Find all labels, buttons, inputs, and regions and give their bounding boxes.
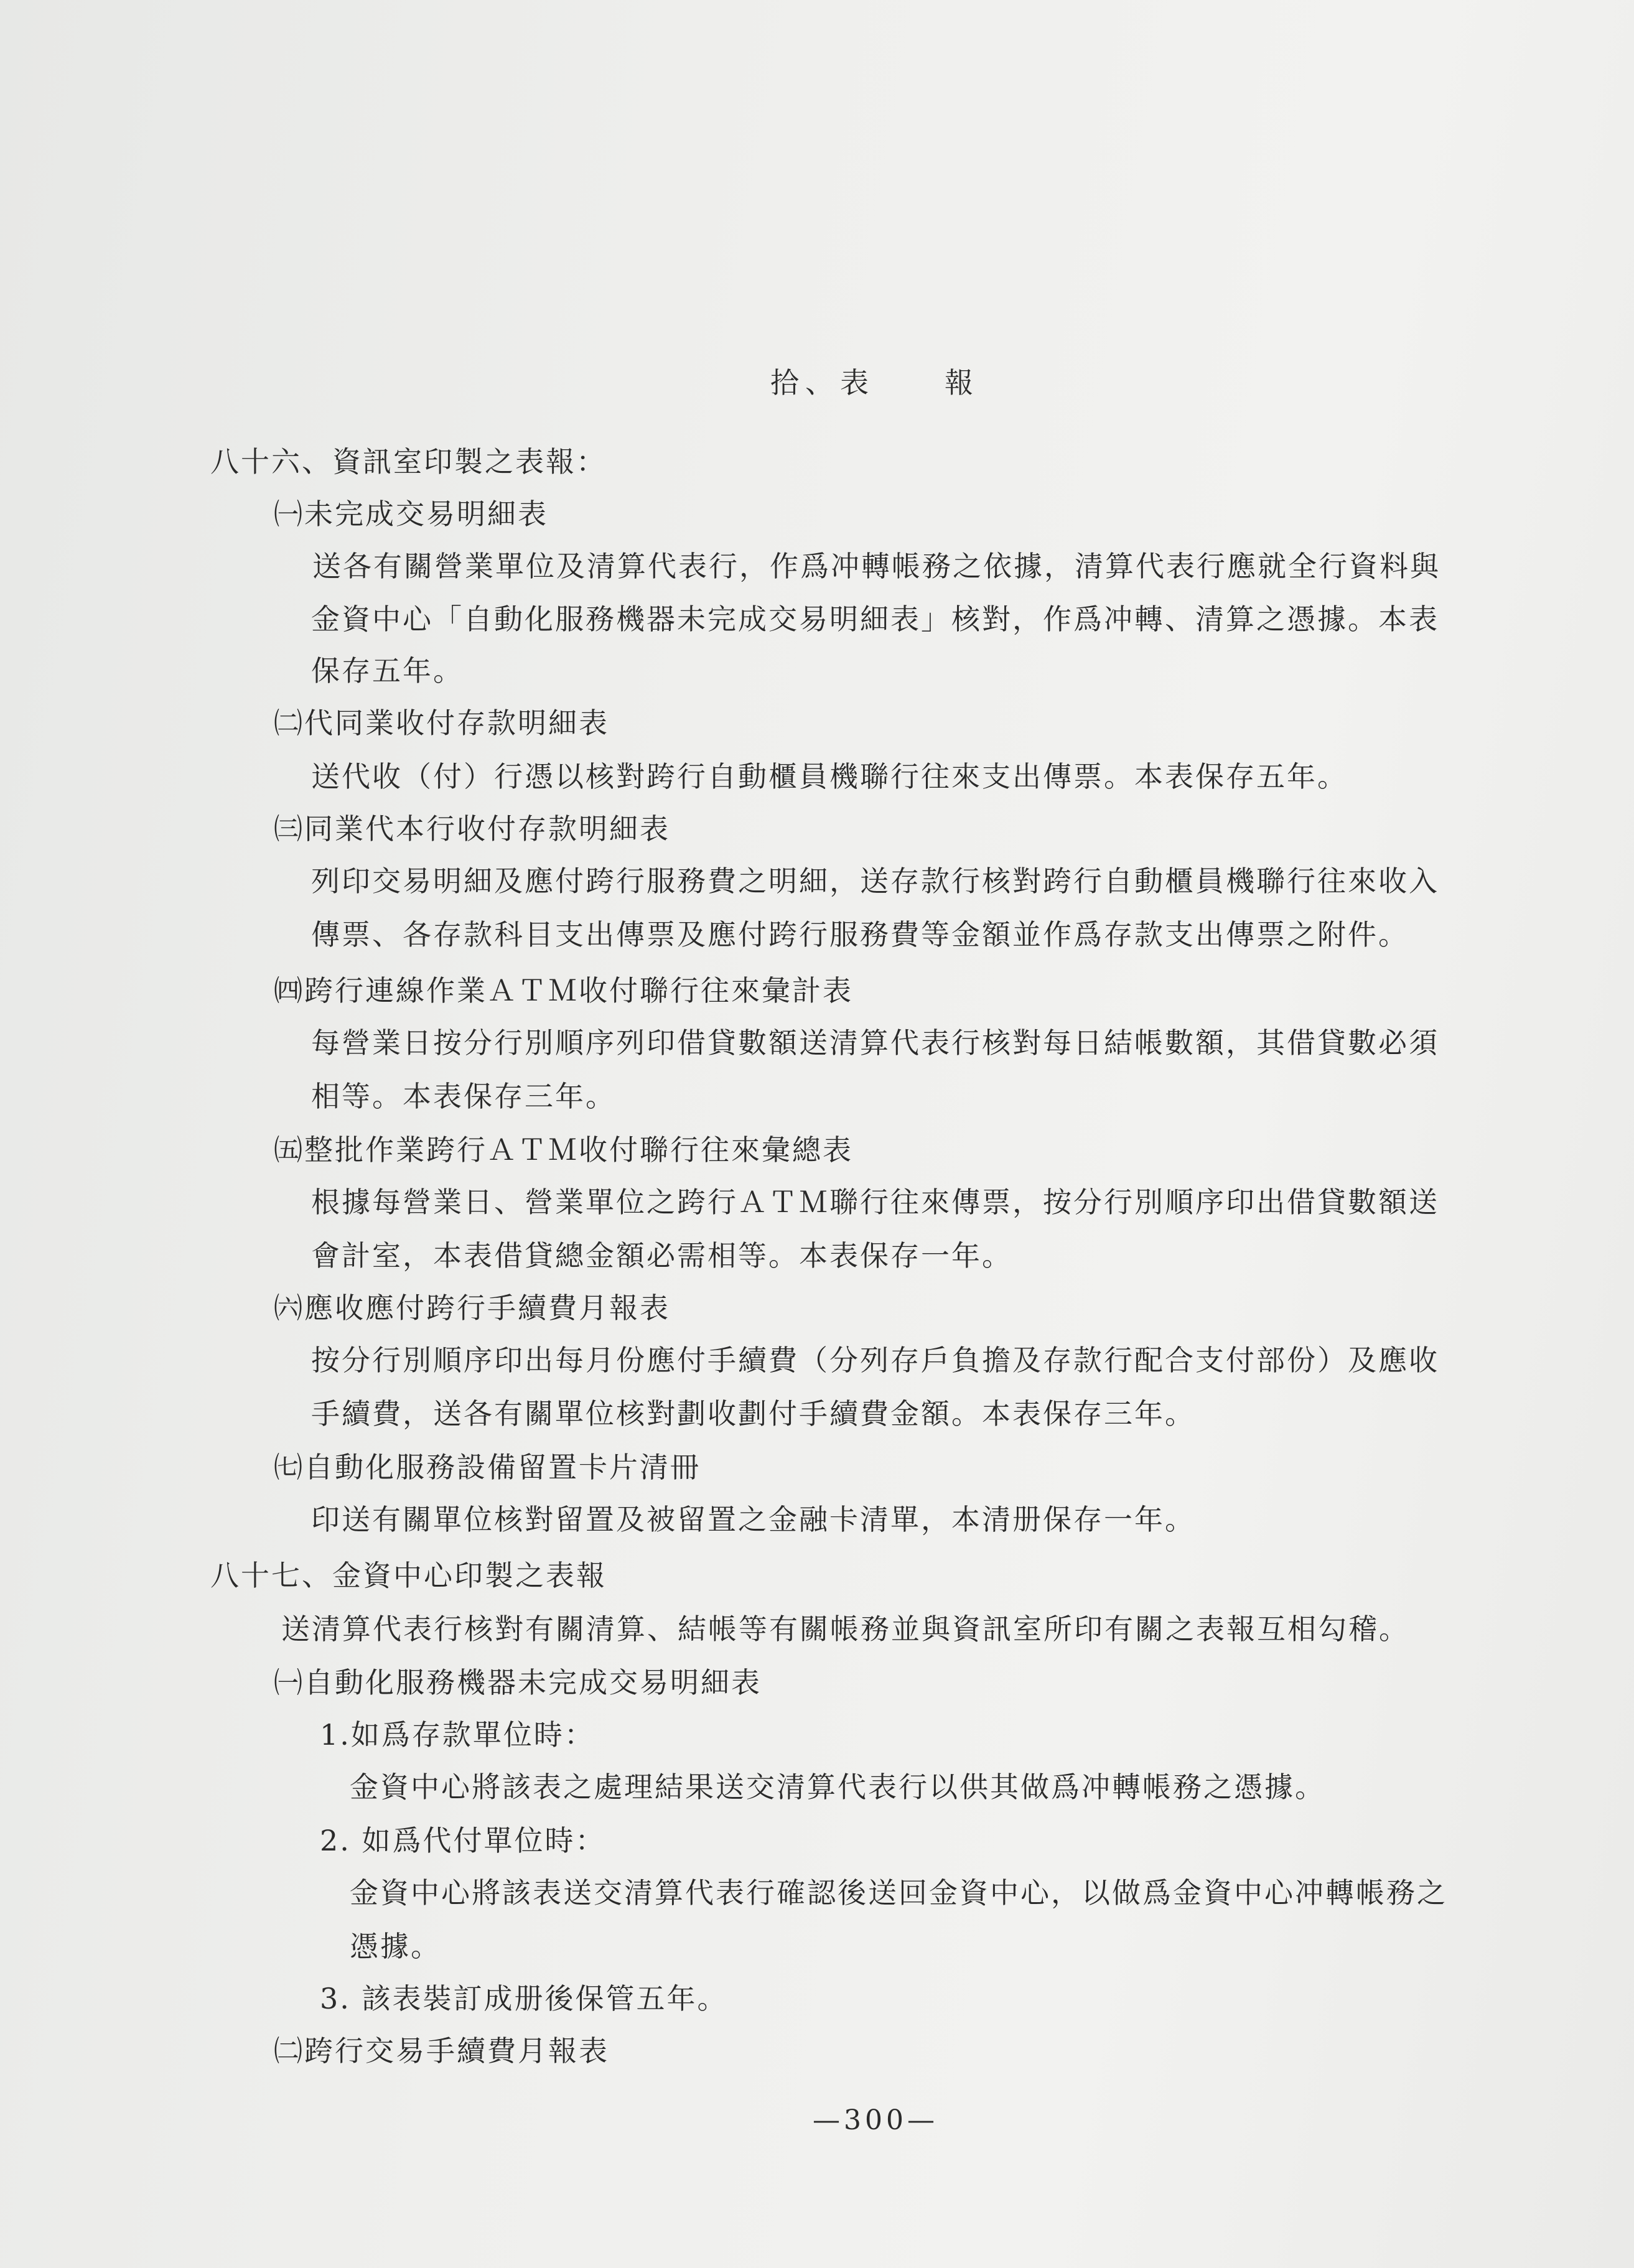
item-text: 送各有關營業單位及清算代表行，作爲冲轉帳務之依據，清算代表行應就全行資料與: [312, 549, 1440, 583]
item-label: ㈦自動化服務設備留置卡片清冊: [274, 1450, 701, 1484]
item-text: 每營業日按分行別順序列印借貸數額送清算代表行核對每日結帳數額，其借貸數必須: [311, 1026, 1439, 1060]
subitem-number: 1.如爲存款單位時：: [320, 1718, 595, 1752]
item-text: 金資中心「自動化服務機器未完成交易明細表」核對，作爲冲轉、清算之憑據。本表: [311, 602, 1439, 636]
item-text: 按分行別順序印出每月份應付手續費（分列存戶負擔及存款行配合支付部份）及應收: [311, 1343, 1439, 1377]
item-text: 傳票、各存款科目支出傳票及應付跨行服務費等金額並作爲存款支出傳票之附件。: [311, 918, 1409, 951]
subitem-text: 憑據。: [350, 1930, 441, 1963]
page-number: —300—: [813, 2104, 938, 2136]
item-label: ㈡跨行交易手續費月報表: [274, 2034, 609, 2068]
subitem-number: 3. 該表裝訂成册後保管五年。: [320, 1982, 728, 2015]
item-label: ㈠未完成交易明細表: [274, 497, 548, 531]
item-text: 相等。本表保存三年。: [311, 1080, 616, 1113]
subitem-number: 2. 如爲代付單位時：: [320, 1824, 606, 1857]
item-label: ㈡代同業收付存款明細表: [274, 706, 609, 740]
subitem-text: 金資中心將該表送交清算代表行確認後送回金資中心，以做爲金資中心冲轉帳務之: [350, 1876, 1447, 1910]
item-text: 送代收（付）行憑以核對跨行自動櫃員機聯行往來支出傳票。本表保存五年。: [311, 760, 1348, 793]
item-text: 根據每營業日、營業單位之跨行ＡＴＭ聯行往來傳票，按分行別順序印出借貸數額送: [311, 1185, 1439, 1219]
section-heading-87: 八十七、金資中心印製之表報: [210, 1559, 607, 1592]
item-text: 手續費，送各有關單位核對劃收劃付手續費金額。本表保存三年。: [311, 1397, 1195, 1430]
section-intro: 送清算代表行核對有關清算、結帳等有關帳務並與資訊室所印有關之表報互相勾稽。: [281, 1612, 1409, 1646]
page-title: 拾、表 報: [770, 366, 979, 399]
subitem-text: 金資中心將該表之處理結果送交清算代表行以供其做爲冲轉帳務之憑據。: [350, 1770, 1325, 1804]
item-label: ㈥應收應付跨行手續費月報表: [274, 1291, 670, 1325]
item-text: 列印交易明細及應付跨行服務費之明細，送存款行核對跨行自動櫃員機聯行往來收入: [311, 864, 1439, 898]
item-label: ㈣跨行連線作業ＡＴＭ收付聯行往來彙計表: [274, 974, 853, 1007]
item-label: ㈠自動化服務機器未完成交易明細表: [274, 1666, 762, 1699]
item-text: 印送有關單位核對留置及被留置之金融卡清單，本清册保存一年。: [311, 1503, 1195, 1536]
item-label: ㈤整批作業跨行ＡＴＭ收付聯行往來彙總表: [274, 1133, 853, 1167]
item-label: ㈢同業代本行收付存款明細表: [274, 812, 670, 846]
section-heading-86: 八十六、資訊室印製之表報：: [210, 445, 607, 478]
item-text: 保存五年。: [311, 654, 464, 688]
item-text: 會計室，本表借貸總金額必需相等。本表保存一年。: [311, 1239, 1012, 1272]
